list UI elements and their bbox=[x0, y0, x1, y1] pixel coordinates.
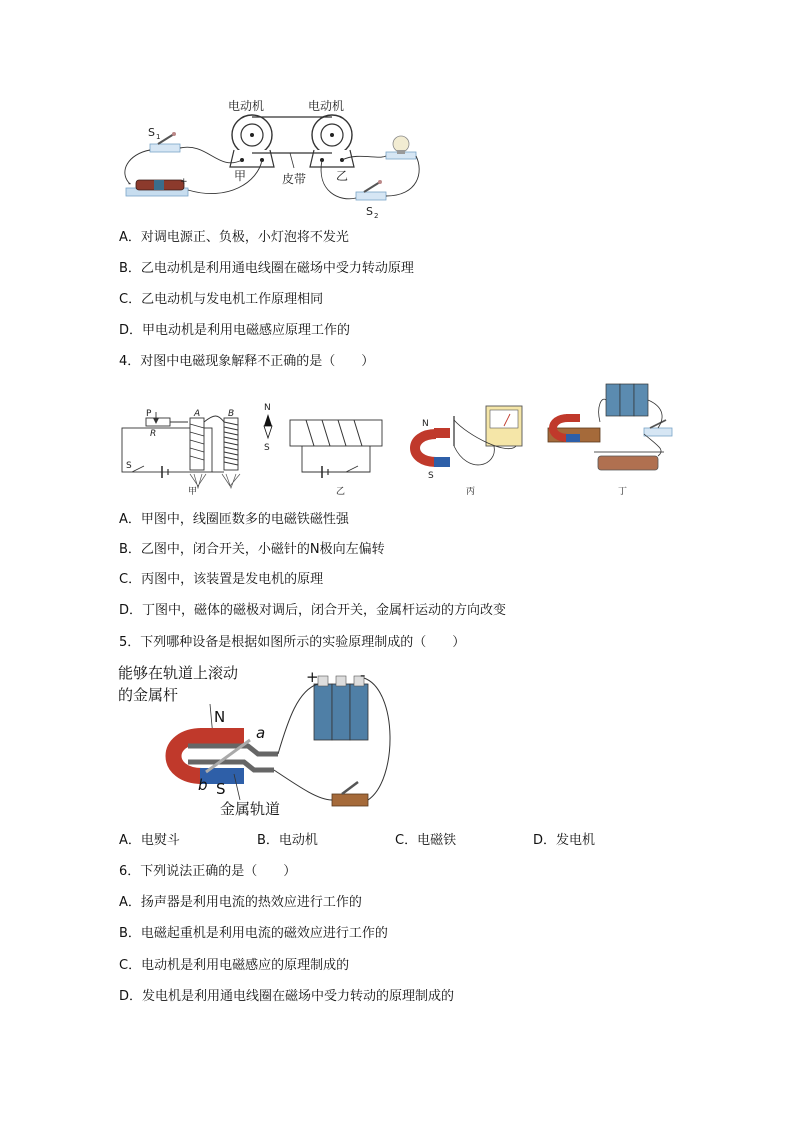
q5-rod-label-2: 的金属杆 bbox=[118, 686, 179, 704]
motor-right-label: 电动机 bbox=[308, 99, 345, 113]
battery-plus: + bbox=[180, 177, 188, 187]
q4-label-s: S bbox=[126, 461, 132, 471]
q5-label-n: N bbox=[214, 708, 226, 726]
q4-label-yi: 乙 bbox=[336, 487, 346, 497]
q5-plus: + bbox=[306, 668, 319, 686]
switch-s2-label: S bbox=[366, 205, 373, 218]
bulb bbox=[386, 136, 416, 159]
belt-label: 皮带 bbox=[282, 172, 307, 186]
motor-yi bbox=[310, 115, 354, 167]
q4-label-ding: 丁 bbox=[618, 487, 628, 497]
q4-fig-ding bbox=[548, 384, 672, 470]
switch-s2 bbox=[356, 180, 386, 200]
battery bbox=[126, 180, 188, 196]
q5-option-c[interactable]: C．电磁铁 bbox=[395, 833, 457, 848]
switch-s1-label: S bbox=[148, 126, 155, 139]
q5-label-a: a bbox=[256, 724, 266, 742]
switch-s2-sub: 2 bbox=[374, 212, 379, 220]
q3-option-c[interactable]: C．乙电动机与发电机工作原理相同 bbox=[119, 292, 324, 307]
q4-stem: 4．对图中电磁现象解释不正确的是（ ） bbox=[119, 354, 375, 369]
q4-label-r: R bbox=[150, 429, 157, 439]
q5-option-b[interactable]: B．电动机 bbox=[257, 833, 318, 848]
q5-battery bbox=[314, 676, 368, 740]
q4-fig-jia bbox=[122, 412, 240, 488]
motor-left-label: 电动机 bbox=[228, 99, 265, 113]
switch-s1-sub: 1 bbox=[156, 133, 161, 141]
q4-magnet-n: N bbox=[422, 419, 429, 429]
q4-label-p: P bbox=[146, 409, 152, 419]
q4-label-b: B bbox=[228, 409, 235, 419]
q4-needle-n: N bbox=[264, 403, 271, 413]
battery-minus: - bbox=[128, 179, 132, 189]
q4-magnet-s: S bbox=[428, 471, 434, 481]
figure-two-motors bbox=[118, 92, 428, 222]
q5-option-d[interactable]: D．发电机 bbox=[533, 833, 596, 848]
figure-q5 bbox=[118, 660, 408, 822]
q6-option-a[interactable]: A．扬声器是利用电流的热效应进行工作的 bbox=[119, 895, 362, 910]
q3-option-a[interactable]: A．对调电源正、负极，小灯泡将不发光 bbox=[119, 230, 349, 245]
q4-fig-bing bbox=[415, 406, 522, 467]
q4-label-a: A bbox=[194, 409, 201, 419]
figure-q4 bbox=[118, 376, 678, 498]
q5-track-label: 金属轨道 bbox=[220, 800, 281, 818]
motor-jia bbox=[230, 115, 274, 167]
q3-option-b[interactable]: B．乙电动机是利用通电线圈在磁场中受力转动原理 bbox=[119, 261, 414, 276]
q5-metal-track bbox=[188, 740, 278, 772]
q5-switch bbox=[332, 782, 368, 806]
q5-options bbox=[119, 832, 659, 850]
label-jia: 甲 bbox=[234, 169, 247, 183]
q4-needle-s: S bbox=[264, 443, 270, 453]
q5-label-s: S bbox=[216, 780, 226, 798]
q3-option-d[interactable]: D．甲电动机是利用电磁感应原理工作的 bbox=[119, 323, 351, 338]
q6-option-c[interactable]: C．电动机是利用电磁感应的原理制成的 bbox=[119, 958, 350, 973]
q5-rod-label-1: 能够在轨道上滚动 bbox=[118, 664, 239, 682]
q4-option-d[interactable]: D．丁图中，磁体的磁极对调后，闭合开关，金属杆运动的方向改变 bbox=[119, 603, 507, 618]
q4-fig-yi bbox=[290, 420, 382, 478]
q5-magnet bbox=[174, 728, 245, 784]
q6-option-b[interactable]: B．电磁起重机是利用电流的磁效应进行工作的 bbox=[119, 926, 388, 941]
q5-option-a[interactable]: A．电熨斗 bbox=[119, 833, 180, 848]
q5-minus: - bbox=[360, 666, 366, 684]
q6-option-d[interactable]: D．发电机是利用通电线圈在磁场中受力转动的原理制成的 bbox=[119, 989, 455, 1004]
q4-label-jia: 甲 bbox=[188, 487, 198, 497]
q5-label-b: b bbox=[198, 776, 208, 794]
q4-option-c[interactable]: C．丙图中，该装置是发电机的原理 bbox=[119, 572, 324, 587]
q4-option-a[interactable]: A．甲图中，线圈匝数多的电磁铁磁性强 bbox=[119, 512, 349, 527]
q4-option-b[interactable]: B．乙图中，闭合开关，小磁针的N极向左偏转 bbox=[119, 542, 385, 557]
q4-label-bing: 丙 bbox=[466, 487, 476, 497]
q6-stem: 6．下列说法正确的是（ ） bbox=[119, 864, 297, 879]
label-yi: 乙 bbox=[336, 169, 349, 183]
q5-stem: 5．下列哪种设备是根据如图所示的实验原理制成的（ ） bbox=[119, 635, 466, 650]
q4-compass-needle bbox=[264, 414, 272, 438]
